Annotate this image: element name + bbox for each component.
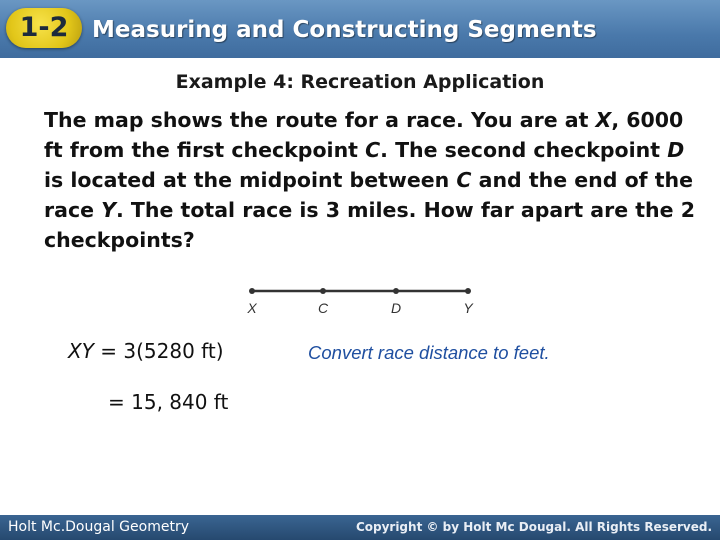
problem-part: is located at the midpoint between — [44, 168, 457, 192]
copyright-notice: Copyright © by Holt Mc Dougal. All Rights Reserved. — [355, 520, 712, 534]
problem-part: and the end of the race — [44, 168, 694, 222]
step-1 — [68, 339, 224, 363]
point-d — [393, 288, 399, 294]
lesson-title: Measuring and Constructing Segments — [92, 17, 597, 43]
step-1-expression: = 3(5280 ft) — [93, 339, 224, 363]
footer-bar — [0, 515, 720, 540]
problem-part: . The second checkpoint — [380, 138, 668, 162]
point-x — [249, 288, 255, 294]
title-bar — [0, 0, 720, 58]
point-c — [320, 288, 326, 294]
lesson-badge — [6, 8, 82, 48]
label-y: Y — [463, 300, 473, 316]
var-x: X — [595, 108, 612, 132]
step-1-note: Convert race distance to feet. — [308, 342, 550, 363]
problem-part: . The total race is 3 miles. How far apart are the 2 checkpoints? — [44, 198, 695, 252]
label-d: D — [390, 300, 402, 316]
example-heading: Example 4: Recreation Application — [175, 71, 545, 93]
var-c: C — [365, 138, 381, 162]
problem-part: The map shows the route for a race. You are at — [44, 108, 596, 132]
lesson-number: 1-2 — [19, 12, 69, 43]
segment-diagram — [230, 282, 490, 318]
step-1-variable: XY — [68, 339, 94, 363]
var-c: C — [456, 168, 472, 192]
problem-text — [44, 105, 704, 255]
problem-part: , 6000 ft from the first checkpoint — [44, 108, 684, 162]
publisher-label: Holt Mc.Dougal Geometry — [8, 519, 189, 535]
var-y: Y — [101, 198, 116, 222]
label-x: X — [247, 300, 257, 316]
step-2: = 15, 840 ft — [108, 390, 229, 414]
label-c: C — [317, 300, 329, 316]
var-d: D — [667, 138, 685, 162]
point-y — [465, 288, 471, 294]
